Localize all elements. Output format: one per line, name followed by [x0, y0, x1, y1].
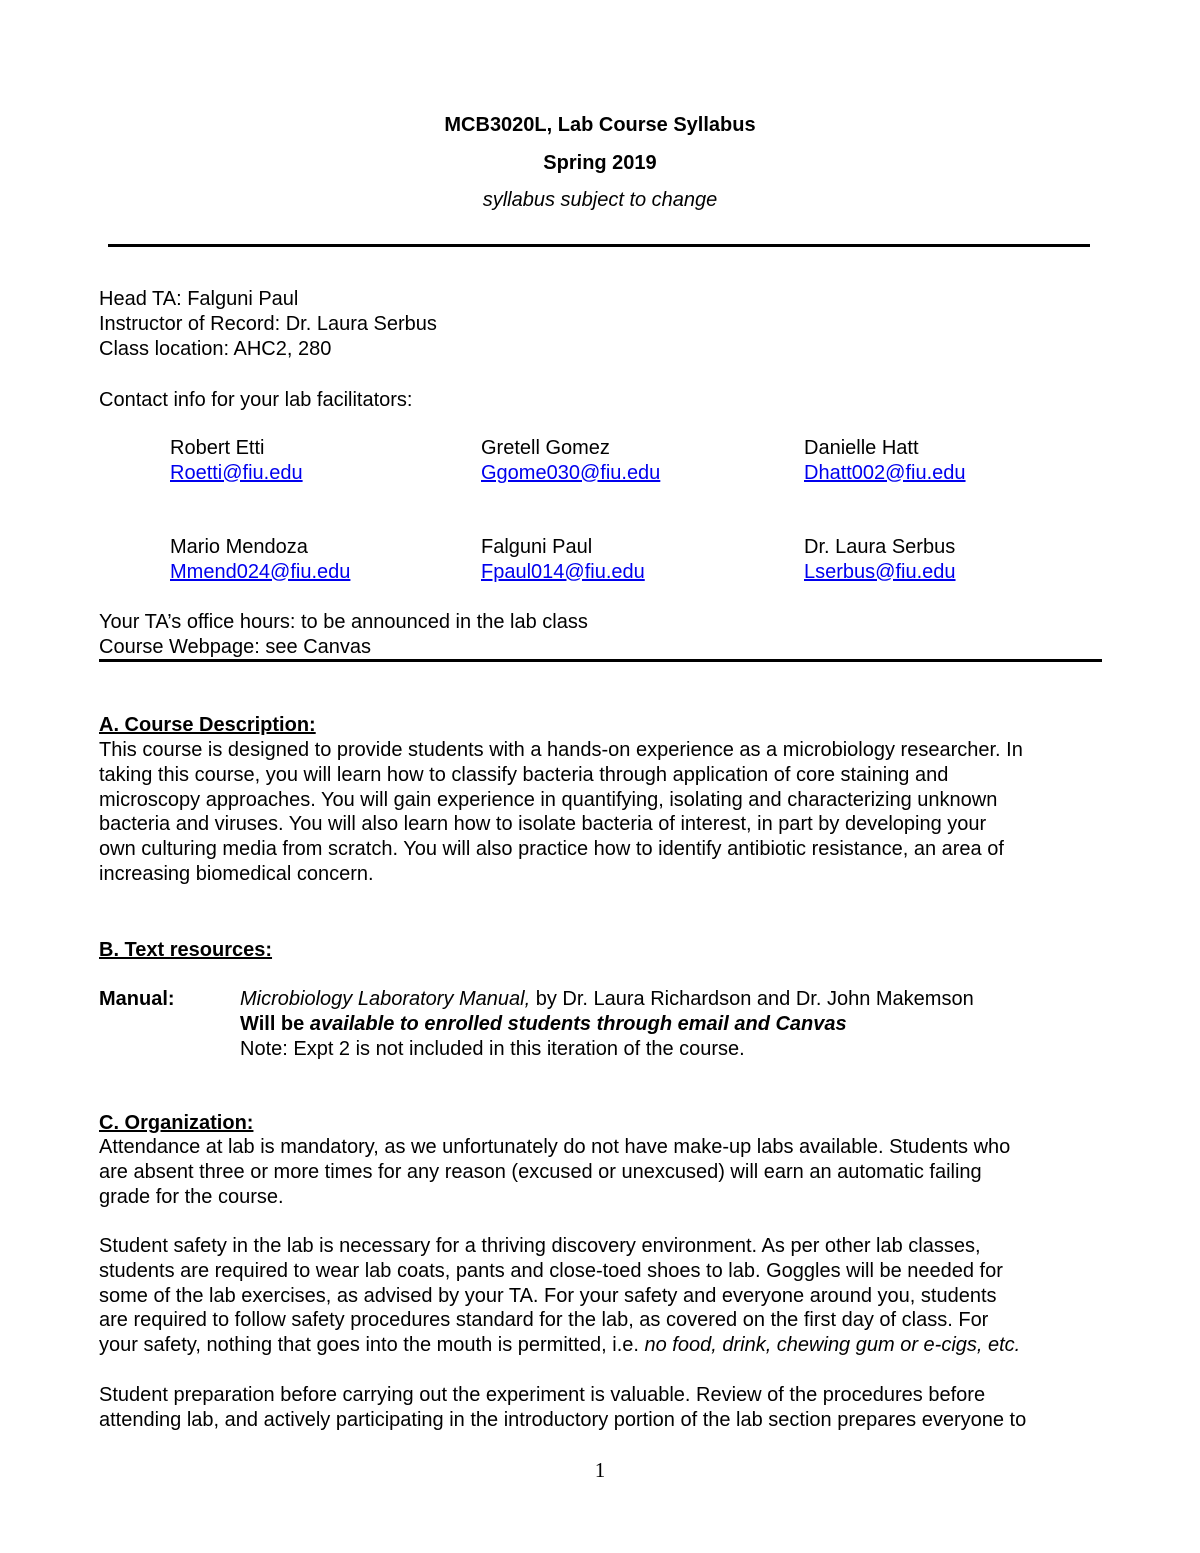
class-location: Class location: AHC2, 280	[99, 338, 332, 360]
paragraph-line: increasing biomedical concern.	[99, 862, 374, 885]
facilitator-name: Falguni Paul	[481, 536, 593, 558]
title-divider	[108, 244, 1090, 247]
paragraph-line: bacteria and viruses. You will also learn how to isolate bacteria of interest, in part by developing your	[99, 813, 987, 836]
facilitator-contact	[481, 436, 660, 485]
office-hours: Your TA’s office hours: to be announced in the lab class	[99, 611, 588, 633]
contact-intro: Contact info for your lab facilitators:	[99, 389, 413, 411]
document-subtitle: syllabus subject to change	[482, 189, 718, 211]
manual-title: Microbiology Laboratory Manual,	[240, 988, 531, 1010]
page-number: 1	[594, 1458, 606, 1482]
manual-note: Note: Expt 2 is not included in this iteration of the course.	[240, 1037, 745, 1060]
attendance-paragraph	[99, 1135, 1109, 1209]
manual-authors: by Dr. Laura Richardson and Dr. John Makemson	[530, 988, 974, 1010]
header-rule	[99, 659, 1102, 662]
paragraph-line: This course is designed to provide students with a hands-on experience as a microbiology researcher. In	[99, 739, 1023, 761]
facilitator-contact	[481, 535, 645, 584]
paragraph-line: Student safety in the lab is necessary for a thriving discovery environment. As per other lab classes,	[99, 1235, 981, 1257]
preparation-paragraph	[99, 1383, 1109, 1433]
paragraph-line: Student preparation before carrying out the experiment is valuable. Review of the procedures before	[99, 1384, 986, 1406]
facilitator-name: Dr. Laura Serbus	[804, 536, 956, 558]
manual-citation	[240, 987, 974, 1012]
section-a-heading: A. Course Description:	[99, 714, 316, 736]
facilitator-contact	[804, 436, 966, 485]
course-webpage: Course Webpage: see Canvas	[99, 636, 372, 658]
manual-details	[240, 987, 974, 1061]
facilitator-name: Danielle Hatt	[804, 437, 919, 459]
paragraph-line: are absent three or more times for any reason (excused or unexcused) will earn an automatic failing	[99, 1160, 982, 1183]
facilitator-name: Robert Etti	[170, 437, 265, 459]
instructor: Instructor of Record: Dr. Laura Serbus	[99, 313, 437, 335]
facilitator-contact	[170, 436, 303, 485]
facilitator-contact	[804, 535, 956, 584]
paragraph-line: Attendance at lab is mandatory, as we unfortunately do not have make-up labs available. Students who	[99, 1136, 1011, 1158]
facilitator-email-link[interactable]: Mmend024@fiu.edu	[170, 560, 351, 583]
head-ta: Head TA: Falguni Paul	[99, 288, 299, 310]
document-title: MCB3020L, Lab Course Syllabus	[444, 114, 756, 136]
course-description	[99, 738, 1109, 887]
paragraph-line: grade for the course.	[99, 1185, 284, 1208]
section-b-heading: B. Text resources:	[99, 939, 273, 961]
facilitator-name: Mario Mendoza	[170, 536, 308, 558]
section-c-heading: C. Organization:	[99, 1112, 254, 1134]
paragraph-line: microscopy approaches. You will gain experience in quantifying, isolating and characterizing unknown	[99, 788, 998, 811]
facilitator-email-link[interactable]: Ggome030@fiu.edu	[481, 461, 661, 484]
paragraph-line: attending lab, and actively participating in the introductory portion of the lab section prepares everyone to	[99, 1408, 1027, 1431]
document-term: Spring 2019	[543, 152, 657, 174]
facilitator-email-link[interactable]: Dhatt002@fiu.edu	[804, 461, 966, 484]
manual-availability: Will be available to enrolled students through email and Canvas	[240, 1012, 847, 1035]
facilitator-email-link[interactable]: Fpaul014@fiu.edu	[481, 560, 645, 583]
manual-label: Manual:	[99, 988, 175, 1010]
facilitator-email-link[interactable]: Roetti@fiu.edu	[170, 461, 303, 484]
paragraph-line: some of the lab exercises, as advised by your TA. For your safety and everyone around you, students	[99, 1284, 997, 1307]
safety-paragraph	[99, 1234, 1109, 1358]
facilitator-contact	[170, 535, 350, 584]
paragraph-line: students are required to wear lab coats, pants and close-toed shoes to lab. Goggles will be needed for	[99, 1259, 1003, 1282]
paragraph-line: are required to follow safety procedures standard for the lab, as covered on the first day of class. For	[99, 1309, 989, 1332]
paragraph-line: your safety, nothing that goes into the mouth is permitted, i.e. no food, drink, chewing gum or e-cigs, etc.	[99, 1334, 1021, 1357]
facilitator-name: Gretell Gomez	[481, 437, 610, 459]
facilitator-email-link[interactable]: Lserbus@fiu.edu	[804, 560, 956, 583]
paragraph-line: taking this course, you will learn how to classify bacteria through application of core staining and	[99, 763, 949, 786]
paragraph-line: own culturing media from scratch. You will also practice how to identify antibiotic resistance, an area of	[99, 838, 1004, 861]
